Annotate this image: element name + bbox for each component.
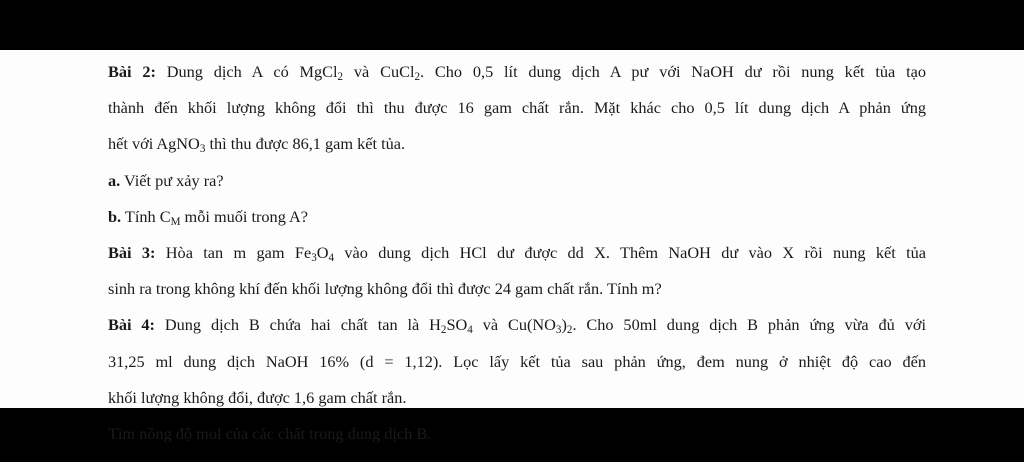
- bai2-line-3: hết với AgNO$_3$ thì thu được 86,1 gam kết tủa.: [108, 134, 406, 156]
- bai4-line-2: 31,25 ml dung dịch NaOH 16% (d = 1,12). Lọc lấy kết tủa sau phản ứng, đem nung ở nhiệt độ cao đến: [108, 351, 926, 371]
- bai3-line-1: Bài 3: Hòa tan m gam $Fe_3O_4$ vào dung dịch HCl dư được dd X. Thêm NaOH dư vào X rồi nung kết tủa: [108, 242, 926, 264]
- bai4-label: Bài 4:: [108, 315, 155, 335]
- bai2-line-2: thành đến khối lượng không đổi thì thu được 16 gam chất rắn. Mặt khác cho 0,5 lít dung dịch A phản ứng: [108, 98, 926, 118]
- document-content: [108, 54, 938, 452]
- bai3-label: Bài 3:: [108, 242, 156, 262]
- bai2-question-b: b. Tính $C_M$ mỗi muối trong A?: [108, 206, 308, 228]
- bai2-label: Bài 2:: [108, 62, 156, 81]
- bai4-line-3: khối lượng không đổi, được 1,6 gam chất rắn.: [108, 387, 407, 407]
- bai2-line-1: Bài 2: Dung dịch A có MgCl$_2$ và CuCl$_2$. Cho 0,5 lít dung dịch A pư với NaOH dư rồi nung kết tủa tạo: [108, 62, 926, 83]
- bai4-line-4: Tìm nồng độ mol của các chất trong dung dịch B.: [108, 423, 432, 443]
- document-page: [0, 50, 1024, 443]
- bai4-line-1: Bài 4: Dung dịch B chứa hai chất tan là $H_2SO_4$ và $Cu(NO_3)_2$. Cho 50ml dung dịch B phản ứng vừa đủ với: [108, 315, 926, 337]
- bai2-question-a: a. Viết pư xảy ra?: [108, 170, 224, 190]
- bai3-line-2: sinh ra trong không khí đến khối lượng không đổi thì được 24 gam chất rắn. Tính m?: [108, 279, 662, 299]
